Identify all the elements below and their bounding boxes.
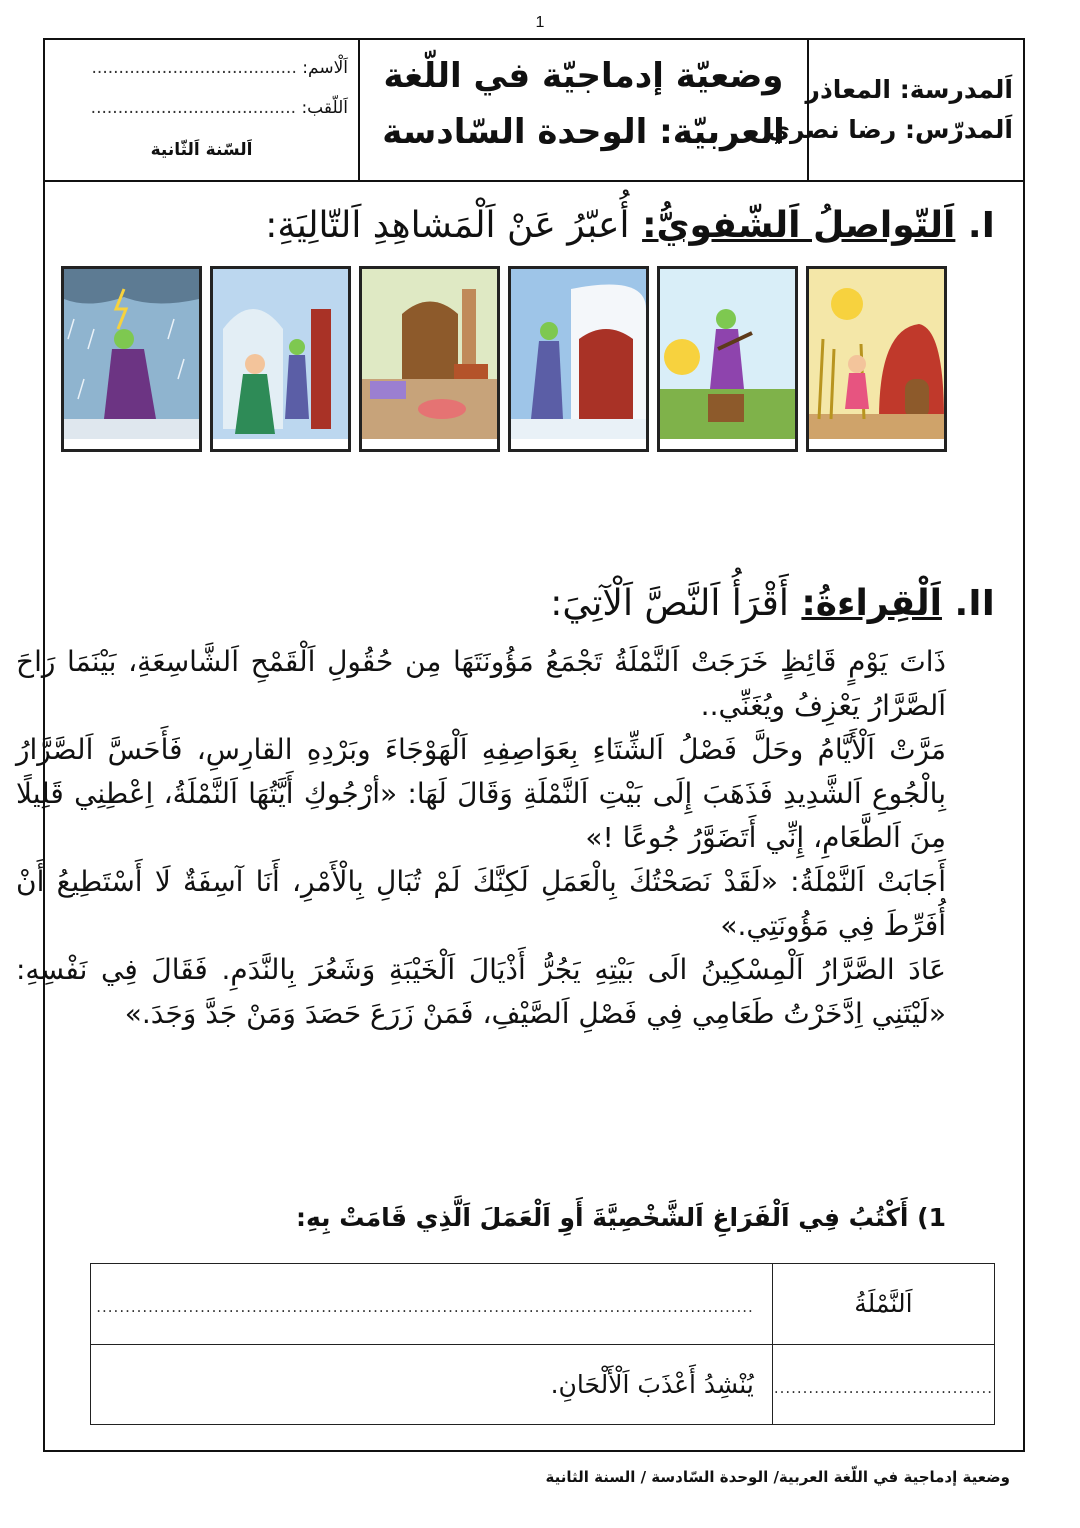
section-number: I.: [967, 205, 995, 246]
reading-passage: [16, 640, 946, 1036]
section-oral-heading: [265, 205, 995, 246]
story-paragraph-4: عَادَ الصَّرَّارُ اَلْمِسْكِينُ الَى بَيْتِهِ يَجُرُّ أَذْيَالَ اَلْخَيْبَةِ وَشَعُرَ بِالنَّدَمِ. فَقَالَ فِي نَفْسِهِ: «لَيْتَنِي اِدَّخَرْتُ طَعَامِي فِي فَصْلِ اَلصَّيْفِ، فَمَنْ زَرَعَ حَصَدَ وَمَنْ جَدَّ وَجَدَ.»: [16, 953, 946, 1030]
school-name: المعاذر: [805, 75, 891, 104]
section-instruction: أَقْرَأُ اَلنَّصَّ اَلْآتِيَ:: [550, 583, 789, 624]
page-number: 1: [535, 14, 545, 31]
scene-ant-house-interior: [359, 266, 500, 452]
scene-cricket-violin: [657, 266, 798, 452]
name-blank[interactable]: ......................................: [91, 58, 297, 78]
section-title: اَلتّواصلُ اَلشّفويُّ:: [642, 205, 956, 246]
school-line: [805, 70, 1013, 110]
section-reading-heading: [550, 583, 995, 624]
scene-strip: [59, 266, 947, 454]
answers-table: [90, 1263, 995, 1425]
question-text: أَكْتُبُ فِي اَلْفَرَاغِ اَلشَّخْصِيَّةَ أَوِ اَلْعَمَلَ اَلَّذِي قَامَتْ بِهِ:: [295, 1203, 909, 1232]
scene-illustration: [660, 269, 795, 449]
section-title: اَلْقِراءةُ:: [801, 583, 942, 624]
worksheet-frame: [16, 38, 1025, 1452]
question-1: [296, 1203, 946, 1232]
scene-cricket-snow-door: [508, 266, 649, 452]
sun-icon: [831, 288, 863, 320]
surname-label: اَللّقب:: [301, 98, 348, 118]
scene-illustration: [511, 269, 646, 449]
scene-cricket-storm: [61, 266, 202, 452]
surname-blank[interactable]: ......................................: [90, 98, 297, 118]
school-info: [767, 40, 1023, 180]
story-paragraph-1: ذَاتَ يَوْمٍ قَائِظٍ خَرَجَتْ اَلنَّمْلَةُ تَجْمَعُ مَؤُونَتَهَا مِن حُقُولِ اَلْقَمْحِ اَلشَّاسِعَةِ، بَيْنَمَا رَاحَ اَلصَّرَّارُ يَعْزِفُ ويُغَنِّي..: [16, 645, 946, 722]
page-footer: وضعية إدماجية في اللّغة العربية/ الوحدة السّادسة / السنة الثانية: [545, 1468, 1010, 1486]
student-info: [45, 40, 358, 180]
section-instruction: أُعبّرُ عَنْ اَلْمَشاهِدِ اَلتّالِيَةِ:: [265, 205, 630, 246]
scene-illustration: [213, 269, 348, 449]
story-paragraph-3: أَجَابَتْ اَلنَّمْلَةُ: «لَقَدْ نَصَحْتُكَ بِالْعَمَلِ لَكِنَّكَ لَمْ تُبَالِ بِالْأَمْرِ، أَنَا آسِفَةٌ لَا أَسْتَطِيعُ أَنْ أُفَرِّطَ فِي مَؤُونَتِي.»: [16, 865, 946, 942]
scene-illustration: [362, 269, 497, 449]
teacher-line: [767, 110, 1013, 150]
table-row: [91, 1344, 995, 1425]
scene-ant-harvest: [806, 266, 947, 452]
section-number: II.: [954, 583, 995, 624]
worksheet-title: [358, 40, 807, 180]
scene-illustration: [64, 269, 199, 449]
title-line-2: العربيّة: الوحدة السّادسة: [382, 112, 785, 152]
teacher-name: رضا نصري: [767, 115, 897, 144]
title-line-1: وضعيّة إدماجيّة في اللّغة: [383, 56, 784, 96]
header: [45, 40, 1023, 182]
character-blank[interactable]: ......................................: [773, 1378, 993, 1397]
name-field[interactable]: [55, 48, 348, 88]
answer-blank[interactable]: ..................................................................................................................: [96, 1298, 754, 1317]
character-cell: اَلنَّمْلَةُ: [772, 1264, 994, 1345]
name-label: اَلْاسم:: [302, 58, 348, 78]
sun-icon: [664, 339, 700, 375]
table-row: [91, 1264, 995, 1345]
story-paragraph-2: مَرَّتْ اَلْأَيَّامُ وحَلَّ فَصْلُ اَلشِّتَاءِ بِعَوَاصِفِهِ اَلْهَوْجَاءَ وبَرْدِهِ القارِسِ، فَأَحَسَّ اَلصَّرَّارُ بِالْجُوعِ اَلشَّدِيدِ فَذَهَبَ إِلَى بَيْتِ اَلنَّمْلَةِ وَقَالَ لَهَا: «أرْجُوكِ أَيَّتُهَا اَلنَّمْلَةُ، اِعْطِنِي قَلِيلًا مِنَ اَلطَّعَامِ، إِنِّي أَتَضَوَّرُ جُوعًا !»: [16, 733, 946, 854]
question-number: 1): [917, 1203, 946, 1232]
teacher-label: اَلمدرّس:: [904, 115, 1013, 144]
action-cell: يُنْشِدُ أَعْذَبَ اَلْأَلْحَانِ.: [91, 1344, 773, 1425]
school-label: اَلمدرسة:: [899, 75, 1013, 104]
grade-level: اَلسّنة اَلثّانية: [150, 140, 253, 160]
surname-field[interactable]: [55, 88, 348, 128]
scene-illustration: [809, 269, 944, 449]
scene-door-conversation: [210, 266, 351, 452]
answer-blank-cell[interactable]: [91, 1264, 773, 1345]
character-blank-cell[interactable]: [772, 1344, 994, 1425]
